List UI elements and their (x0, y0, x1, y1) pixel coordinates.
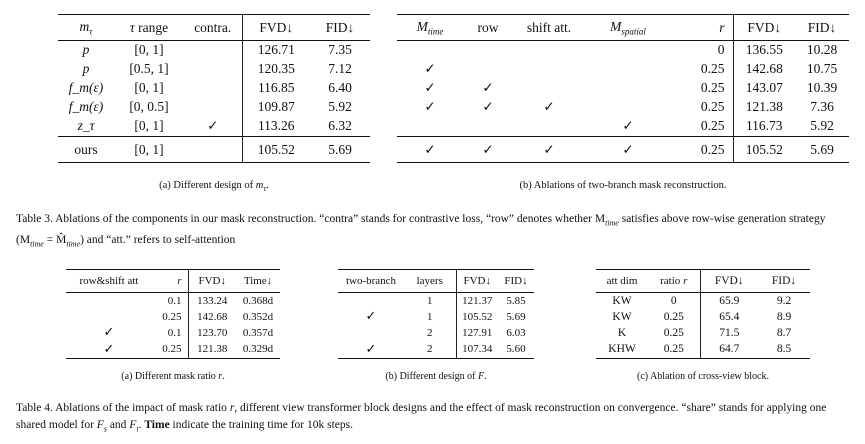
cell-range: [0, 1] (134, 118, 164, 134)
cell-m-spatial (585, 98, 671, 117)
cell-row-shift: ✓ (103, 325, 115, 340)
cell-fid: 8.9 (776, 310, 792, 323)
cell-r: 0.25 (700, 61, 725, 76)
cell-contra (184, 60, 242, 79)
col-time: Time↓ (243, 275, 273, 287)
cell-time: 0.329d (242, 343, 274, 356)
cell-fvd: 126.71 (242, 41, 310, 60)
cell-row: ✓ (482, 141, 494, 158)
table-row (397, 98, 849, 117)
cell-fvd: 123.70 (188, 325, 236, 341)
cell-shift (513, 60, 585, 79)
table-3a-header (58, 15, 370, 41)
cell-m-spatial (585, 79, 671, 98)
cell-fvd: 105.52 (733, 137, 795, 163)
cell-range: [0, 1] (134, 141, 164, 157)
cell-fvd: 143.07 (733, 79, 795, 98)
caption-table-4c: (c) Ablation of cross-view block. (637, 371, 769, 382)
cell-m-time (397, 117, 463, 137)
cell-fvd: 71.5 (700, 325, 758, 341)
cell-m-tau: p (82, 61, 90, 76)
cell-fvd: 127.91 (456, 325, 498, 341)
col-m-spatial: $M_{spatial}$ (610, 18, 646, 37)
cell-range: [0, 1] (134, 42, 164, 58)
cell-fvd: 121.38 (188, 341, 236, 359)
cell-fid: 7.12 (328, 61, 352, 76)
cell-m-spatial (585, 41, 671, 60)
table-4c (596, 269, 810, 359)
cell-fid: 10.39 (806, 80, 838, 95)
col-two-branch: two-branch (345, 275, 397, 287)
cell-r: 0.25 (700, 141, 725, 157)
table-row (58, 117, 370, 137)
cell-shift: ✓ (543, 141, 555, 158)
table-row (58, 98, 370, 117)
cell-two-branch: ✓ (365, 341, 377, 357)
cell-two-branch (338, 325, 404, 341)
col-att-dim: att dim (606, 275, 638, 287)
table-row (66, 293, 280, 309)
table-row (397, 41, 849, 60)
cell-m-tau: ours (74, 141, 98, 157)
table-row (66, 341, 280, 359)
cell-row: ✓ (482, 80, 494, 96)
cell-m-time: ✓ (424, 99, 436, 115)
cell-m-tau: f_m(ε) (68, 80, 104, 95)
cell-contra (184, 79, 242, 98)
cell-fid: 10.75 (806, 61, 838, 76)
cell-two-branch: ✓ (365, 309, 377, 324)
col-r: r (719, 19, 725, 35)
col-fid: FID↓ (325, 19, 355, 35)
caption-table-3b: (b) Ablations of two-branch mask reconstruction. (519, 180, 727, 191)
cell-fid: 5.69 (506, 310, 526, 323)
cell-time: 0.357d (242, 326, 274, 339)
table-3-caption: Table 3. Ablations of the components in our mask reconstruction. “contra” stands for contrastive loss, “row” denotes whether $M_{time}$ satisfies above row-wise generation strategy ($M_{time}$ = $M̂_{time}$) and “att.” refers to self-attention (16, 213, 826, 249)
cell-row-shift (66, 309, 152, 325)
cell-fvd: 142.68 (733, 60, 795, 79)
col-row: row (477, 19, 499, 35)
table-4b (338, 269, 534, 359)
cell-row-shift (66, 293, 152, 309)
cell-m-time: ✓ (424, 80, 436, 96)
table-row (596, 309, 810, 325)
cell-r: 0.25 (162, 343, 182, 356)
cell-fid: 6.03 (506, 326, 526, 339)
cell-fvd: 65.4 (700, 309, 758, 325)
cell-range: [0.5, 1] (129, 61, 169, 76)
table-4b-header (338, 270, 534, 293)
table-row (58, 79, 370, 98)
cell-fvd: 113.26 (242, 117, 310, 137)
cell-m-time: ✓ (424, 61, 436, 77)
cell-ratio: 0 (670, 294, 677, 307)
cell-fid: 7.36 (810, 99, 834, 114)
cell-time: 0.368d (242, 294, 274, 307)
table-3b (397, 14, 849, 163)
col-shift-att: shift att. (526, 19, 572, 35)
table-row (596, 325, 810, 341)
cell-m-spatial (585, 60, 671, 79)
col-fvd: FVD↓ (733, 15, 795, 41)
cell-fid: 9.2 (776, 294, 792, 307)
cell-contra: ✓ (207, 118, 219, 135)
cell-ratio: 0.25 (663, 326, 684, 339)
col-r: r (177, 275, 182, 287)
table-4a (66, 269, 280, 359)
table-row (596, 293, 810, 309)
cell-att-dim: KHW (608, 343, 636, 356)
cell-contra (184, 41, 242, 60)
cell-r: 0.1 (167, 294, 182, 307)
cell-fid: 7.35 (328, 42, 352, 58)
cell-layers: 1 (427, 310, 433, 323)
cell-fvd: 107.34 (456, 341, 498, 359)
cell-fvd: 121.38 (733, 98, 795, 117)
table-4a-header (66, 270, 280, 293)
table-row (338, 309, 534, 325)
cell-fvd: 109.87 (242, 98, 310, 117)
cell-m-spatial: ✓ (622, 118, 634, 135)
col-fvd: FVD↓ (700, 270, 758, 293)
col-fvd: FVD↓ (456, 270, 498, 293)
cell-fid: 5.69 (810, 141, 834, 157)
col-m-time: $M_{time}$ (416, 18, 444, 37)
cell-fid: 10.28 (806, 42, 838, 58)
cell-row (463, 117, 513, 137)
caption-table-3a: (a) Different design of $m_\tau$. (159, 180, 269, 194)
cell-fvd: 142.68 (188, 309, 236, 325)
cell-layers: 2 (427, 343, 433, 356)
table-3a (58, 14, 370, 163)
cell-r: 0 (717, 42, 725, 58)
cell-fvd: 64.7 (700, 341, 758, 359)
col-fvd: FVD↓ (242, 15, 310, 41)
cell-row (463, 60, 513, 79)
cell-fvd: 120.35 (242, 60, 310, 79)
cell-contra (184, 137, 242, 163)
cell-att-dim: KW (612, 310, 632, 323)
cell-att-dim: KW (612, 294, 632, 307)
table-3b-header (397, 15, 849, 41)
cell-fvd: 116.73 (733, 117, 795, 137)
cell-fvd: 136.55 (733, 41, 795, 60)
cell-two-branch (338, 293, 404, 309)
table-row-final (397, 137, 849, 163)
col-fid: FID↓ (807, 19, 837, 35)
table-row (338, 293, 534, 309)
cell-r: 0.1 (167, 326, 182, 339)
cell-m-tau: f_m(ε) (68, 99, 104, 114)
col-fid: FID↓ (504, 275, 528, 287)
cell-shift (513, 79, 585, 98)
table-row (58, 60, 370, 79)
cell-shift (513, 41, 585, 60)
cell-fvd: 121.37 (456, 293, 498, 309)
caption-table-4b: (b) Different design of F. (385, 371, 487, 382)
cell-m-tau: z_τ (77, 118, 95, 134)
cell-fid: 8.7 (776, 326, 792, 339)
cell-row (463, 41, 513, 60)
cell-fvd: 105.52 (456, 309, 498, 325)
cell-row: ✓ (482, 99, 494, 115)
table-row (397, 79, 849, 98)
cell-range: [0, 1] (134, 80, 164, 95)
cell-fid: 5.92 (810, 118, 834, 134)
cell-ratio: 0.25 (663, 310, 684, 323)
cell-m-time: ✓ (424, 141, 436, 158)
col-row-shift-att: row&shift att (79, 275, 139, 287)
table-row (66, 325, 280, 341)
cell-range: [0, 0.5] (129, 99, 169, 114)
col-ratio-r: ratio r (660, 275, 688, 287)
table-row (596, 341, 810, 359)
cell-m-spatial: ✓ (622, 141, 634, 158)
cell-fvd: 105.52 (242, 137, 310, 163)
cell-fvd: 116.85 (242, 79, 310, 98)
cell-layers: 2 (427, 326, 433, 339)
cell-att-dim: K (617, 326, 627, 339)
cell-time: 0.352d (242, 310, 274, 323)
table-row-final (58, 137, 370, 163)
cell-ratio: 0.25 (663, 343, 684, 356)
cell-r: 0.25 (700, 80, 725, 95)
caption-table-4a: (a) Different mask ratio r. (121, 371, 225, 382)
cell-r: 0.25 (162, 310, 182, 323)
cell-row-shift: ✓ (103, 341, 115, 357)
cell-contra (184, 98, 242, 117)
table-row (66, 309, 280, 325)
cell-fid: 5.60 (506, 343, 526, 356)
cell-fvd: 133.24 (188, 293, 236, 309)
table-row (338, 325, 534, 341)
cell-fid: 5.92 (328, 99, 352, 114)
table-row (397, 60, 849, 79)
cell-fid: 8.5 (776, 343, 792, 356)
col-contra: contra. (194, 19, 232, 35)
cell-fid: 6.32 (328, 118, 352, 134)
cell-shift (513, 117, 585, 137)
cell-fid: 5.85 (506, 294, 526, 307)
cell-r: 0.25 (700, 99, 725, 114)
col-layers: layers (416, 275, 443, 287)
table-row (58, 41, 370, 60)
cell-fid: 6.40 (328, 80, 352, 95)
cell-r: 0.25 (700, 118, 725, 134)
col-tau-range: τ range (129, 19, 169, 35)
table-row (338, 341, 534, 359)
cell-shift: ✓ (543, 99, 555, 115)
table-4-caption: Table 4. Ablations of the impact of mask ratio r, different view transformer block designs and the effect of mask reconstruction on convergence. “share” stands for applying one shared model for $F_s$ and $F_t$. Time indicate the training time for 10k steps. (16, 402, 827, 433)
cell-fvd: 65.9 (700, 293, 758, 309)
col-m-tau: $m_\tau$ (79, 18, 93, 37)
table-4c-header (596, 270, 810, 293)
cell-m-tau: p (82, 42, 90, 58)
cell-m-time (397, 41, 463, 60)
col-fid: FID↓ (771, 275, 797, 287)
table-row (397, 117, 849, 137)
col-fvd: FVD↓ (188, 270, 236, 293)
cell-fid: 5.69 (328, 141, 352, 157)
cell-layers: 1 (427, 294, 433, 307)
